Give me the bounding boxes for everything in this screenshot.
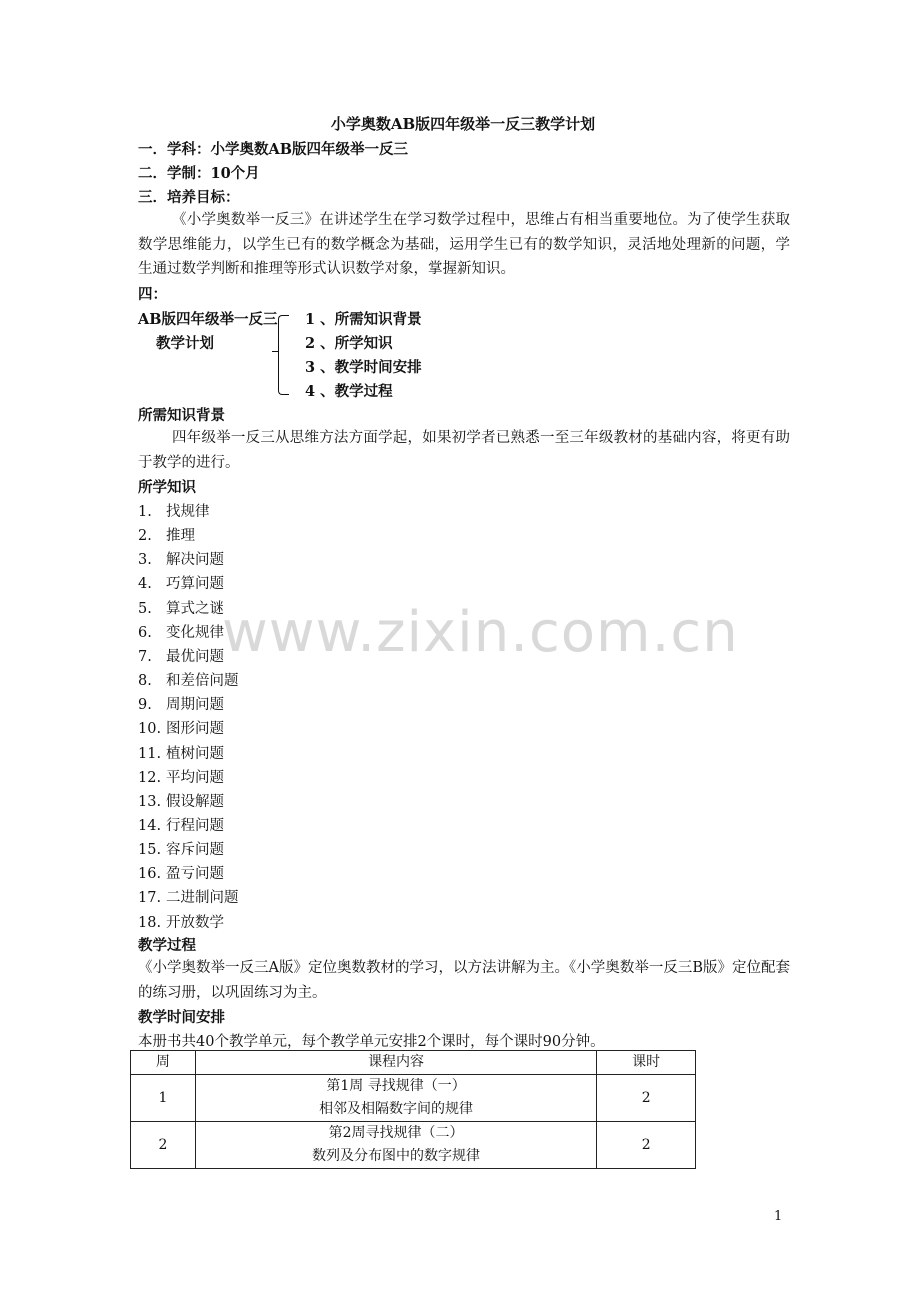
outline-item: 4 、教学过程 (305, 383, 393, 400)
list-item (138, 814, 224, 835)
list-item (138, 500, 210, 521)
list-item-text: 推理 (166, 528, 195, 545)
background-heading: 所需知识背景 (138, 407, 225, 424)
watermark: www.zixin.com.cn (222, 600, 739, 665)
list-item-text: 找规律 (166, 504, 210, 520)
schedule-table (130, 1050, 696, 1169)
list-item-text: 算式之谜 (166, 600, 224, 617)
outline-item: 1 、所需知识背景 (305, 311, 422, 328)
content-line2: 数列及分布图中的数字规律 (312, 1148, 481, 1164)
list-item-number: 15. (138, 842, 162, 859)
list-item-number: 6. (138, 624, 152, 641)
list-item (138, 886, 239, 907)
list-item-number: 9. (138, 697, 152, 714)
list-item (138, 645, 224, 666)
outline-label-line2: 教学计划 (156, 335, 214, 352)
list-item (138, 742, 224, 763)
goal-heading: 三．培养目标： (138, 189, 240, 206)
list-item-number: 8. (138, 673, 152, 690)
outline-brace-tip (272, 351, 279, 352)
list-item-number: 3. (138, 552, 152, 569)
list-item-text: 周期问题 (166, 697, 224, 714)
list-item-number: 17. (138, 890, 162, 907)
schedule-heading: 教学时间安排 (138, 1009, 225, 1026)
list-item (138, 911, 224, 932)
list-item (138, 524, 195, 545)
process-heading: 教学过程 (138, 937, 196, 954)
list-item (138, 790, 224, 811)
outline-label-line1: AB版四年级举一反三 (138, 311, 278, 328)
content-line2: 相邻及相隔数字间的规律 (319, 1101, 474, 1117)
list-item-number: 13. (138, 793, 162, 810)
week-cell: 1 (131, 1075, 196, 1122)
header-hours: 课时 (597, 1051, 696, 1075)
list-item-number: 12. (138, 769, 162, 786)
list-item-text: 行程问题 (166, 817, 224, 834)
list-item-text: 解决问题 (166, 552, 224, 569)
list-item-text: 假设解题 (166, 793, 224, 810)
list-item-number: 7. (138, 648, 152, 665)
list-item-number: 18. (138, 914, 162, 931)
list-item (138, 862, 224, 883)
outline-brace (278, 315, 289, 395)
list-item-text: 开放数学 (166, 914, 224, 931)
list-item (138, 717, 224, 738)
list-item-text: 变化规律 (166, 624, 224, 641)
list-item-text: 和差倍问题 (166, 673, 239, 690)
table-row (131, 1075, 696, 1122)
list-item (138, 621, 224, 642)
hours-cell: 2 (597, 1075, 696, 1122)
content-line1: 第1周 寻找规律（一） (326, 1078, 466, 1094)
list-item-number: 14. (138, 817, 162, 834)
list-item (138, 548, 224, 569)
list-item-number: 10. (138, 721, 162, 738)
list-item-text: 容斥问题 (166, 842, 224, 859)
duration-line: 二．学制：10个月 (138, 165, 260, 182)
list-item-text: 二进制问题 (166, 890, 239, 907)
content-cell (195, 1075, 597, 1122)
background-paragraph: 四年级举一反三从思维方法方面学起，如果初学者已熟悉一至三年级教材的基础内容，将更有助于教学的进行。 (138, 430, 790, 471)
list-item-number: 5. (138, 600, 152, 617)
list-item (138, 572, 224, 593)
list-item (138, 693, 224, 714)
list-item-text: 平均问题 (166, 769, 224, 786)
list-item-number: 2. (138, 528, 152, 545)
list-item-text: 最优问题 (166, 648, 224, 665)
page-number: 1 (774, 1209, 783, 1224)
week-cell: 2 (131, 1122, 196, 1169)
header-content: 课程内容 (195, 1051, 597, 1075)
table-row (131, 1122, 696, 1169)
list-item (138, 766, 224, 787)
list-item (138, 597, 224, 618)
hours-cell: 2 (597, 1122, 696, 1169)
process-paragraph: 《小学奥数举一反三A版》定位奥数教材的学习，以方法讲解为主。《小学奥数举一反三B版》定位配套的练习册，以巩固练习为主。 (138, 960, 790, 1001)
list-item-text: 植树问题 (166, 745, 224, 762)
list-item (138, 669, 239, 690)
list-item-number: 11. (138, 745, 162, 762)
content-cell (195, 1122, 597, 1169)
outline-item: 3 、教学时间安排 (305, 359, 422, 376)
list-item (138, 838, 224, 859)
section-four-heading: 四： (138, 286, 167, 303)
page-title: 小学奥数AB版四年级举一反三教学计划 (330, 115, 596, 133)
list-item-number: 4. (138, 576, 152, 593)
subject-line: 一．学科：小学奥数AB版四年级举一反三 (138, 141, 409, 158)
list-item-text: 巧算问题 (166, 576, 224, 593)
list-item-number: 16. (138, 866, 162, 883)
list-item-text: 盈亏问题 (166, 866, 224, 883)
list-item-number: 1. (138, 504, 152, 520)
goal-paragraph: 《小学奥数举一反三》在讲述学生在学习数学过程中，思维占有相当重要地位。为了使学生获取数学思维能力，以学生已有的数学概念为基础，运用学生已有的数学知识，灵活地处理新的问题，学生通过数学判断和推理等形式认识数学对象，掌握新知识。 (138, 212, 790, 277)
schedule-intro: 本册书共40个教学单元，每个教学单元安排2个课时，每个课时90分钟。 (138, 1034, 605, 1050)
header-week: 周 (131, 1051, 196, 1075)
list-item-text: 图形问题 (166, 721, 224, 738)
outline-item: 2 、所学知识 (305, 335, 393, 352)
knowledge-heading: 所学知识 (138, 479, 196, 496)
table-header-row (131, 1051, 696, 1075)
content-line1: 第2周寻找规律（二） (328, 1125, 464, 1141)
